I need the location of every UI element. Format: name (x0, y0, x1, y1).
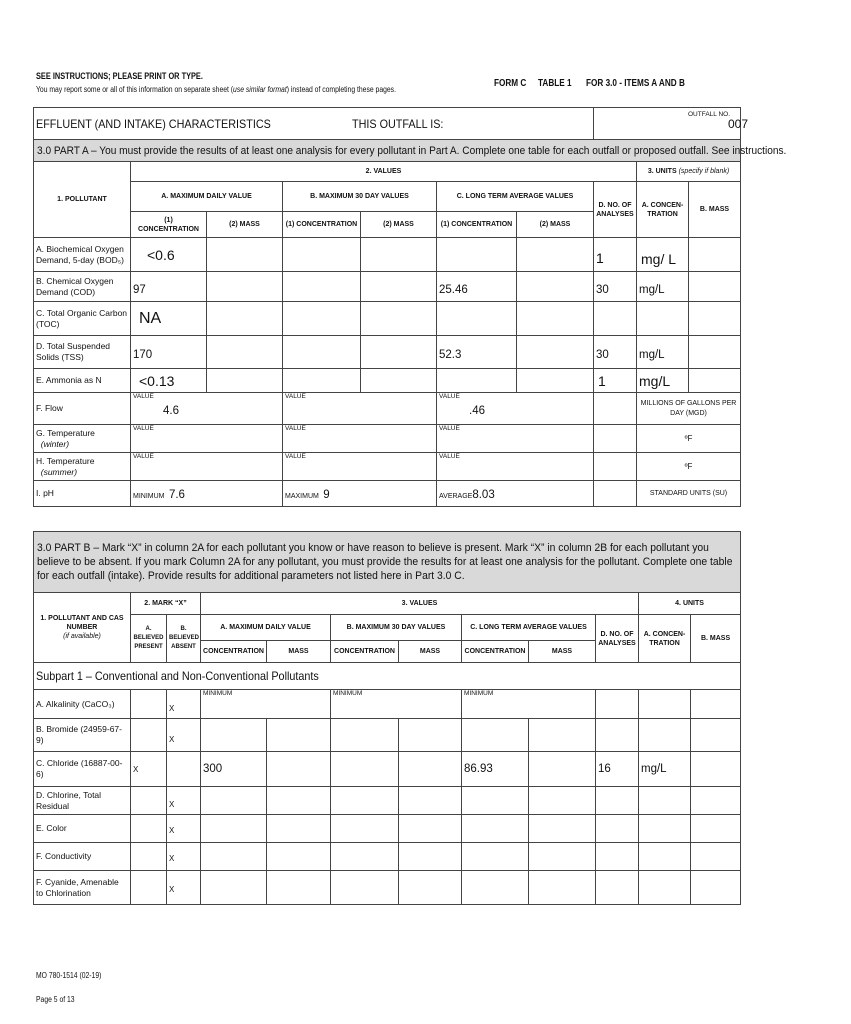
max-daily-conc[interactable]: <0.13 (131, 369, 207, 393)
max-30-conc[interactable] (283, 336, 361, 369)
temp-winter-long-term[interactable] (437, 425, 594, 453)
believed-absent-cell[interactable]: X (167, 871, 201, 905)
believed-absent-header: B. BELIEVED ABSENT (167, 615, 201, 663)
sub-mass-header: (2) MASS (207, 212, 283, 238)
outfall-no-cell[interactable] (594, 108, 749, 140)
believed-present-cell[interactable] (131, 843, 167, 871)
long-term-mass[interactable] (529, 843, 596, 871)
pollutant-col-header: 1. POLLUTANT AND CAS NUMBER (if available) (34, 593, 131, 663)
pollutant-name: E. Ammonia as N (34, 369, 131, 393)
table-row (34, 238, 741, 272)
sub-mass-header: (2) MASS (517, 212, 594, 238)
units-mass[interactable] (689, 302, 741, 336)
average-label: AVERAGE (439, 492, 473, 500)
max-30-mass[interactable] (399, 843, 462, 871)
believed-present-cell[interactable]: X (131, 752, 167, 787)
max-30-conc[interactable] (331, 787, 399, 815)
no-analyses-header: D. NO. OF ANALYSES (594, 182, 637, 238)
max-daily-mass[interactable] (267, 752, 331, 787)
table-row (34, 815, 741, 843)
units-conc[interactable]: mg/L (637, 336, 689, 369)
minimum-label: MINIMUM (333, 690, 363, 697)
units-conc[interactable] (639, 719, 691, 752)
long-term-conc[interactable] (437, 302, 517, 336)
units-mass[interactable] (691, 787, 741, 815)
max-daily-conc[interactable]: NA (131, 302, 207, 336)
max-daily-cell[interactable] (201, 690, 331, 719)
units-conc[interactable] (639, 843, 691, 871)
sub-conc-header: CONCENTRATION (462, 641, 529, 663)
subpart-heading: Subpart 1 – Conventional and Non-Conventional Pollutants (34, 663, 741, 690)
believed-present-header: A. BELIEVED PRESENT (131, 615, 167, 663)
max-30-conc[interactable] (283, 272, 361, 302)
max-daily-mass[interactable] (207, 336, 283, 369)
believed-present-cell[interactable] (131, 787, 167, 815)
ph-units: STANDARD UNITS (SU) (637, 481, 741, 507)
max-30-conc[interactable] (331, 719, 399, 752)
max-daily-mass[interactable] (207, 272, 283, 302)
units-mass-header: B. MASS (691, 615, 741, 663)
no-analyses[interactable] (594, 393, 637, 425)
units-mass[interactable] (691, 843, 741, 871)
long-term-mass[interactable] (517, 369, 594, 393)
units-conc[interactable]: mg/L (637, 272, 689, 302)
ph-avg-value: 8.03 (472, 488, 495, 501)
table-row (34, 425, 741, 453)
max-daily-conc[interactable] (201, 787, 267, 815)
sub-conc-header: (1) CONCENTRATION (283, 212, 361, 238)
no-analyses[interactable]: 16 (596, 752, 639, 787)
believed-absent-cell[interactable]: X (167, 787, 201, 815)
outfall-no-label: OUTFALL NO. (688, 111, 731, 118)
believed-present-cell[interactable] (131, 815, 167, 843)
units-conc[interactable]: mg/L (639, 752, 691, 787)
part-b-heading: 3.0 PART B – Mark “X” in column 2A for each pollutant you know or have reason to believe is present. Mark “X” in column 2B for each pollutant you believe to be absent. If you mark Column 2A for any pollutant, you must provide the results for at least one analysis for the pollutant. Complete one table for each outfall (intake). Provide results for additional parameters not listed here in Part 3.0 C. (34, 532, 741, 593)
value-label: VALUE (133, 453, 154, 460)
sub-conc-header: (1) CONCENTRATION (131, 212, 207, 238)
table-row (34, 453, 741, 481)
long-term-conc[interactable]: 86.93 (462, 752, 529, 787)
pollutant-name: F. Cyanide, Amenable to Chlorination (34, 871, 131, 905)
long-term-conc[interactable] (462, 843, 529, 871)
no-analyses[interactable]: 1 (594, 238, 637, 272)
max-30-mass[interactable] (399, 787, 462, 815)
flow-max-30[interactable] (283, 393, 437, 425)
max-30-conc[interactable] (331, 752, 399, 787)
ph-minimum[interactable] (131, 481, 283, 507)
table-row (34, 843, 741, 871)
long-term-mass[interactable] (517, 238, 594, 272)
table-row (34, 481, 741, 507)
long-term-conc[interactable]: 25.46 (437, 272, 517, 302)
ph-max-value: 9 (323, 488, 330, 501)
no-analyses[interactable]: 30 (594, 272, 637, 302)
page-number: Page 5 of 13 (36, 995, 75, 1004)
no-analyses[interactable] (596, 787, 639, 815)
long-term-mass[interactable] (517, 302, 594, 336)
believed-present-cell[interactable] (131, 871, 167, 905)
minimum-label: MINIMUM (133, 492, 165, 500)
units-conc[interactable] (639, 871, 691, 905)
no-analyses[interactable] (596, 690, 639, 719)
max-daily-mass[interactable] (267, 815, 331, 843)
sub-mass-header: MASS (529, 641, 596, 663)
table-row (34, 871, 741, 905)
sub-conc-header: (1) CONCENTRATION (437, 212, 517, 238)
part-b-table (33, 531, 741, 905)
values-col-header: 2. VALUES (131, 162, 637, 182)
no-analyses[interactable] (596, 871, 639, 905)
max-30-header: B. MAXIMUM 30 DAY VALUES (331, 615, 462, 641)
units-conc[interactable]: mg/L (637, 369, 689, 393)
form-label: FORM C (494, 78, 527, 89)
max-daily-conc[interactable] (201, 815, 267, 843)
maximum-label: MAXIMUM (285, 492, 319, 500)
long-term-conc[interactable] (462, 871, 529, 905)
units-conc[interactable] (639, 787, 691, 815)
table-row (34, 302, 741, 336)
long-term-mass[interactable] (517, 336, 594, 369)
max-30-mass[interactable] (399, 719, 462, 752)
effluent-title: EFFLUENT (AND INTAKE) CHARACTERISTICS (36, 116, 271, 131)
pollutant-col-header: 1. POLLUTANT (34, 162, 131, 238)
long-term-conc[interactable] (437, 369, 517, 393)
pollutant-name: C. Chloride (16887-00-6) (34, 752, 131, 787)
max-daily-header: A. MAXIMUM DAILY VALUE (201, 615, 331, 641)
max-daily-conc[interactable] (201, 843, 267, 871)
value-label: VALUE (133, 393, 154, 400)
table-row (34, 787, 741, 815)
max-daily-mass[interactable] (267, 871, 331, 905)
value-label: VALUE (133, 425, 154, 432)
believed-absent-cell[interactable]: X (167, 815, 201, 843)
pollutant-name: G. Temperature (winter) (34, 425, 131, 453)
no-analyses[interactable] (594, 425, 637, 453)
units-conc[interactable]: mg/ L (637, 238, 689, 272)
mark-x-header: 2. MARK “X” (131, 593, 201, 615)
table-row (34, 336, 741, 369)
max-daily-conc[interactable] (201, 719, 267, 752)
table-row (34, 369, 741, 393)
long-term-mass[interactable] (529, 815, 596, 843)
table-row (34, 272, 741, 302)
pollutant-name: F. Flow (34, 393, 131, 425)
minimum-label: MINIMUM (464, 690, 494, 697)
believed-absent-cell[interactable]: X (167, 690, 201, 719)
sub-conc-header: CONCENTRATION (201, 641, 267, 663)
value-label: VALUE (285, 453, 306, 460)
outfall-title-cell (34, 108, 594, 140)
max-30-conc[interactable] (283, 302, 361, 336)
max-30-conc[interactable] (331, 815, 399, 843)
long-term-conc[interactable] (462, 719, 529, 752)
ph-maximum[interactable] (283, 481, 437, 507)
units-conc[interactable] (637, 302, 689, 336)
believed-absent-cell[interactable] (167, 752, 201, 787)
max-daily-conc[interactable]: 170 (131, 336, 207, 369)
sub-mass-header: MASS (399, 641, 462, 663)
max-30-mass[interactable] (361, 302, 437, 336)
flow-max-daily[interactable] (131, 393, 283, 425)
units-mass[interactable] (689, 272, 741, 302)
max-30-conc[interactable] (331, 871, 399, 905)
value-label: VALUE (439, 393, 460, 400)
flow-lt-value: .46 (469, 405, 485, 417)
table-row (34, 690, 741, 719)
long-term-cell[interactable] (462, 690, 596, 719)
max-daily-mass[interactable] (207, 302, 283, 336)
value-label: VALUE (439, 453, 460, 460)
units-col-header: 4. UNITS (639, 593, 741, 615)
flow-max-value: 4.6 (163, 405, 179, 417)
table-row (34, 752, 741, 787)
ph-min-value: 7.6 (168, 488, 185, 501)
value-label: VALUE (439, 425, 460, 432)
pollutant-name: E. Color (34, 815, 131, 843)
believed-present-cell[interactable] (131, 690, 167, 719)
max-30-conc[interactable] (283, 369, 361, 393)
pollutant-name: B. Bromide (24959-67-9) (34, 719, 131, 752)
temp-units: ºF (637, 425, 741, 453)
no-analyses[interactable]: 1 (594, 369, 637, 393)
max-daily-conc[interactable]: 97 (131, 272, 207, 302)
no-analyses[interactable] (594, 302, 637, 336)
no-analyses[interactable] (596, 843, 639, 871)
no-analyses[interactable] (594, 453, 637, 481)
table-label: TABLE 1 (538, 78, 572, 89)
units-conc[interactable] (639, 690, 691, 719)
units-mass[interactable] (691, 719, 741, 752)
part-a-table (33, 107, 787, 507)
max-daily-mass[interactable] (267, 719, 331, 752)
pollutant-name: A. Alkalinity (CaCO₃) (34, 690, 131, 719)
table-row (34, 719, 741, 752)
pollutant-name: B. Chemical Oxygen Demand (COD) (34, 272, 131, 302)
value-label: VALUE (285, 393, 306, 400)
max-30-mass[interactable] (361, 238, 437, 272)
units-mass[interactable] (689, 238, 741, 272)
long-term-mass[interactable] (517, 272, 594, 302)
long-term-header: C. LONG TERM AVERAGE VALUES (462, 615, 596, 641)
values-col-header: 3. VALUES (201, 593, 639, 615)
sub-conc-header: CONCENTRATION (331, 641, 399, 663)
max-30-header: B. MAXIMUM 30 DAY VALUES (283, 182, 437, 212)
long-term-conc[interactable] (462, 815, 529, 843)
units-conc[interactable] (639, 815, 691, 843)
max-30-cell[interactable] (331, 690, 462, 719)
instructions-note: You may report some or all of this information on separate sheet (use similar format) instead of completing these pages. (36, 85, 396, 94)
max-daily-mass[interactable] (267, 843, 331, 871)
temp-winter-max-daily[interactable] (131, 425, 283, 453)
believed-present-cell[interactable] (131, 719, 167, 752)
long-term-conc[interactable]: 52.3 (437, 336, 517, 369)
pollutant-name: I. pH (34, 481, 131, 507)
max-30-mass[interactable] (399, 752, 462, 787)
no-analyses-header: D. NO. OF ANALYSES (596, 615, 639, 663)
no-analyses[interactable] (596, 815, 639, 843)
max-daily-mass[interactable] (267, 787, 331, 815)
max-30-conc[interactable] (331, 843, 399, 871)
form-number: MO 780-1514 (02-19) (36, 971, 102, 980)
units-mass[interactable] (691, 690, 741, 719)
temp-winter-max-30[interactable] (283, 425, 437, 453)
units-mass[interactable] (691, 815, 741, 843)
max-30-mass[interactable] (361, 336, 437, 369)
max-daily-mass[interactable] (207, 238, 283, 272)
sub-mass-header: (2) MASS (361, 212, 437, 238)
max-30-conc[interactable] (283, 238, 361, 272)
units-mass[interactable] (691, 752, 741, 787)
value-label: VALUE (285, 425, 306, 432)
ph-average[interactable] (437, 481, 594, 507)
temp-summer-max-30[interactable] (283, 453, 437, 481)
temp-units: ºF (637, 453, 741, 481)
no-analyses[interactable] (596, 719, 639, 752)
max-30-mass[interactable] (361, 272, 437, 302)
believed-absent-cell[interactable]: X (167, 843, 201, 871)
max-30-mass[interactable] (399, 815, 462, 843)
max-30-mass[interactable] (399, 871, 462, 905)
max-daily-header: A. MAXIMUM DAILY VALUE (131, 182, 283, 212)
long-term-mass[interactable] (529, 752, 596, 787)
temp-summer-max-daily[interactable] (131, 453, 283, 481)
temp-summer-long-term[interactable] (437, 453, 594, 481)
believed-absent-cell[interactable]: X (167, 719, 201, 752)
max-daily-conc[interactable]: 300 (201, 752, 267, 787)
max-daily-conc[interactable]: <0.6 (131, 238, 207, 272)
pollutant-name: A. Biochemical Oxygen Demand, 5-day (BOD₅) (34, 238, 131, 272)
units-mass[interactable] (691, 871, 741, 905)
long-term-conc[interactable] (437, 238, 517, 272)
max-daily-mass[interactable] (207, 369, 283, 393)
pollutant-name: H. Temperature (summer) (34, 453, 131, 481)
units-mass[interactable] (689, 369, 741, 393)
outfall-no-value: 007 (728, 117, 749, 131)
units-conc-header: A. CONCEN-TRATION (639, 615, 691, 663)
no-analyses[interactable] (594, 481, 637, 507)
pollutant-name: D. Total Suspended Solids (TSS) (34, 336, 131, 369)
minimum-label: MINIMUM (203, 690, 233, 697)
long-term-mass[interactable] (529, 871, 596, 905)
units-conc-header: A. CONCEN-TRATION (637, 182, 689, 238)
flow-long-term[interactable] (437, 393, 594, 425)
long-term-conc[interactable] (462, 787, 529, 815)
pollutant-name: D. Chlorine, Total Residual (34, 787, 131, 815)
long-term-mass[interactable] (529, 787, 596, 815)
sub-mass-header: MASS (267, 641, 331, 663)
max-30-mass[interactable] (361, 369, 437, 393)
pollutant-name: F. Conductivity (34, 843, 131, 871)
units-mass[interactable] (689, 336, 741, 369)
units-mass-header: B. MASS (689, 182, 741, 238)
long-term-mass[interactable] (529, 719, 596, 752)
pollutant-name: C. Total Organic Carbon (TOC) (34, 302, 131, 336)
instructions-heading: SEE INSTRUCTIONS; PLEASE PRINT OR TYPE. (36, 71, 203, 81)
max-daily-conc[interactable] (201, 871, 267, 905)
long-term-header: C. LONG TERM AVERAGE VALUES (437, 182, 594, 212)
this-outfall-label: THIS OUTFALL IS: (352, 116, 444, 131)
part-a-heading: 3.0 PART A – You must provide the results of at least one analysis for every pollutant in Part A. Complete one table for each outfall or proposed outfall. See instructions. (34, 140, 741, 162)
for-items-label: FOR 3.0 - ITEMS A AND B (586, 78, 685, 89)
no-analyses[interactable]: 30 (594, 336, 637, 369)
table-row (34, 393, 741, 425)
units-col-header: 3. UNITS (specify if blank) (637, 162, 741, 182)
flow-units: MILLIONS OF GALLONS PER DAY (MGD) (637, 393, 741, 425)
